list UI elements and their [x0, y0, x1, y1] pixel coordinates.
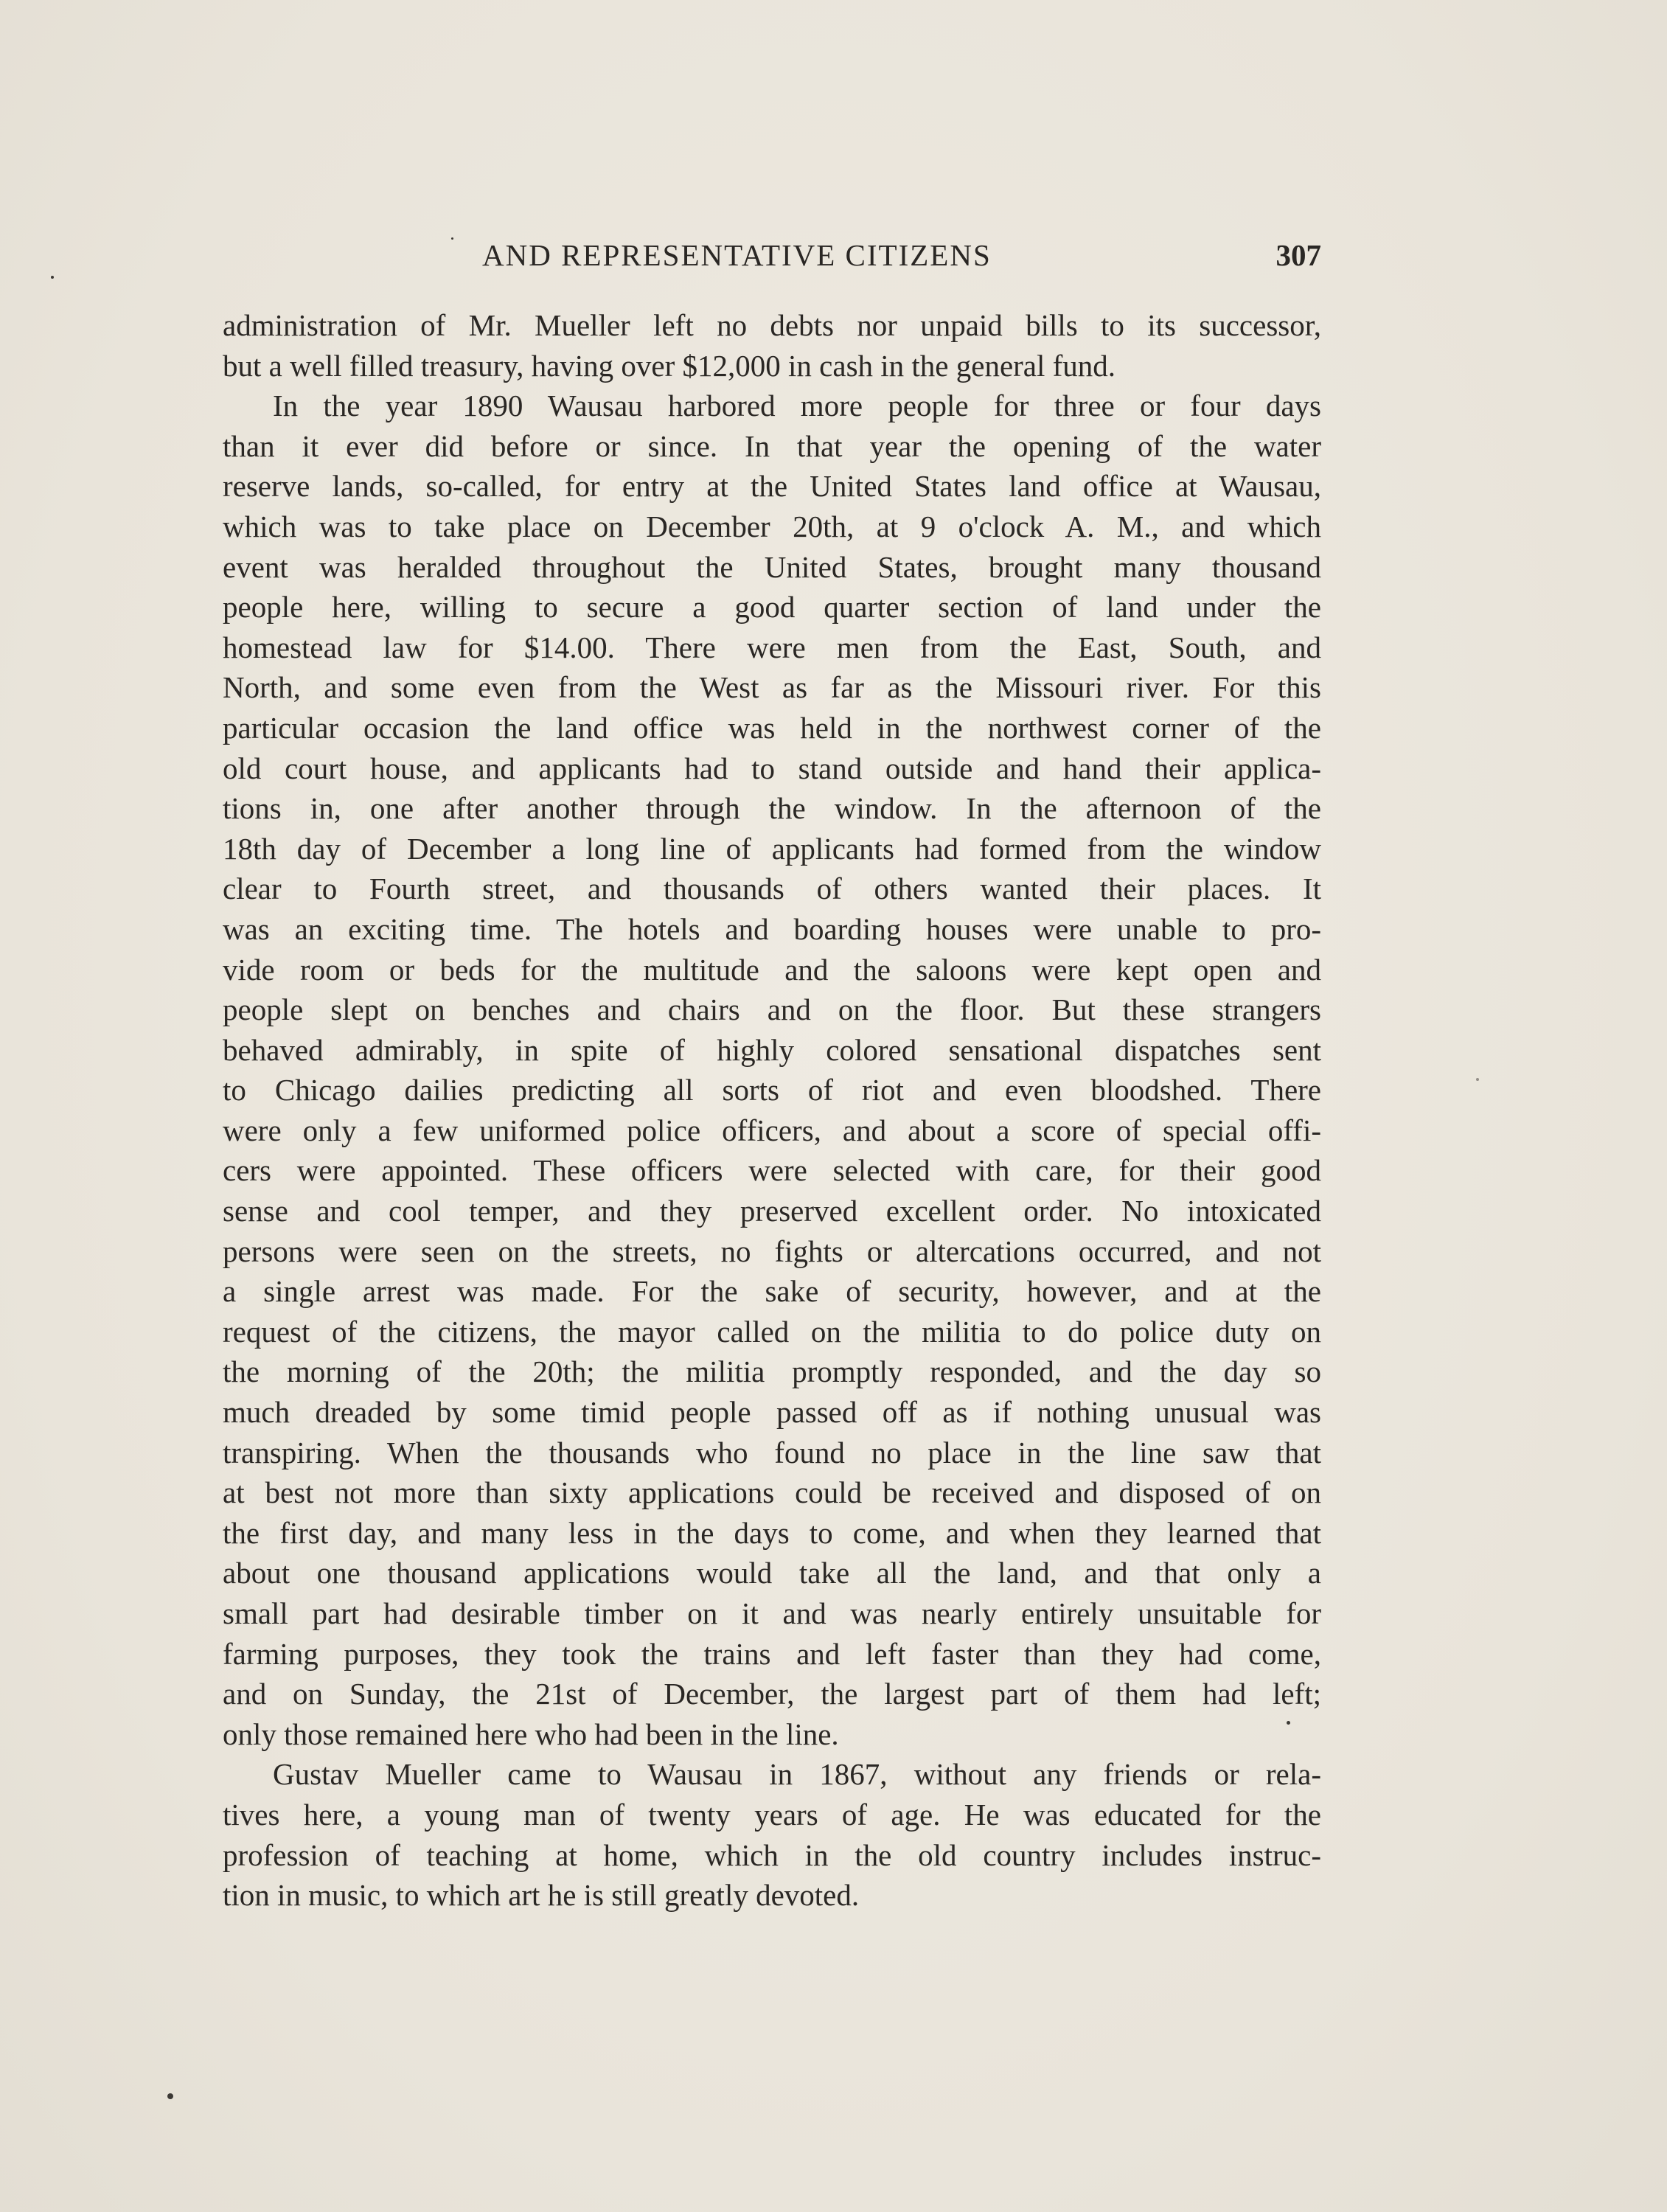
paragraph-line: tives here, a young man of twenty years of age. He was educated for the: [223, 1797, 1321, 1832]
paragraph-line: homestead law for $14.00. There were men from the East, South, and: [223, 630, 1321, 664]
paragraph-line: tions in, one after another through the window. In the afternoon of the: [223, 791, 1321, 826]
paragraph-line: persons were seen on the streets, no fights or altercations occurred, and not: [223, 1234, 1321, 1268]
paragraph-line: a single arrest was made. For the sake of security, however, and at the: [223, 1274, 1321, 1309]
paragraph-line: sense and cool temper, and they preserved excellent order. No intoxicated: [223, 1194, 1321, 1228]
paper-speck: [1476, 1078, 1479, 1081]
paragraph-line: profession of teaching at home, which in the old country includes instruc-: [223, 1837, 1321, 1872]
body-text: [223, 305, 1321, 1916]
page-number: 307: [1276, 238, 1321, 272]
paragraph-line: particular occasion the land office was held in the northwest corner of the: [223, 710, 1321, 745]
paragraph-line: old court house, and applicants had to stand outside and hand their applica-: [223, 751, 1321, 785]
paper-speck: [167, 2093, 173, 2099]
paragraph-line: but a well filled treasury, having over $12,000 in cash in the general fund.: [223, 348, 1116, 383]
paragraph-line: which was to take place on December 20th, at 9 o'clock A. M., and which: [223, 509, 1321, 543]
paper-speck: [451, 237, 453, 240]
running-head: [223, 237, 1321, 279]
paragraph-first-line: Gustav Mueller came to Wausau in 1867, without any friends or rela-: [273, 1757, 1321, 1792]
paragraph-line: farming purposes, they took the trains and left faster than they had come,: [223, 1636, 1321, 1671]
running-title: AND REPRESENTATIVE CITIZENS: [482, 238, 992, 272]
paragraph-line: clear to Fourth street, and thousands of others wanted their places. It: [223, 872, 1321, 906]
paragraph-line: behaved admirably, in spite of highly colored sensational dispatches sent: [223, 1032, 1321, 1067]
paragraph-line: at best not more than sixty applications could be received and disposed of on: [223, 1475, 1321, 1510]
paragraph-first-line: administration of Mr. Mueller left no debts nor unpaid bills to its successor,: [223, 308, 1321, 342]
paragraph-line: was an exciting time. The hotels and boarding houses were unable to pro-: [223, 911, 1321, 946]
paragraph-line: reserve lands, so-called, for entry at the United States land office at Wausau,: [223, 469, 1321, 504]
paragraph-line: 18th day of December a long line of applicants had formed from the window: [223, 831, 1321, 866]
paragraph-line: and on Sunday, the 21st of December, the largest part of them had left;: [223, 1677, 1321, 1711]
paragraph-first-line: In the year 1890 Wausau harbored more people for three or four days: [273, 389, 1321, 423]
paragraph-line: to Chicago dailies predicting all sorts of riot and even bloodshed. There: [223, 1073, 1321, 1107]
paragraph-line: people slept on benches and chairs and on the floor. But these strangers: [223, 992, 1321, 1027]
paragraph-line: small part had desirable timber on it and was nearly entirely unsuitable for: [223, 1596, 1321, 1630]
paragraph-line: North, and some even from the West as far as the Missouri river. For this: [223, 670, 1321, 705]
paragraph-line: were only a few uniformed police officers, and about a score of special offi-: [223, 1113, 1321, 1147]
paragraph-line: cers were appointed. These officers were selected with care, for their good: [223, 1153, 1321, 1188]
paragraph-line: people here, willing to secure a good quarter section of land under the: [223, 590, 1321, 625]
paragraph-line: vide room or beds for the multitude and the saloons were kept open and: [223, 952, 1321, 987]
paragraph-line: the first day, and many less in the days to come, and when they learned that: [223, 1515, 1321, 1550]
paragraph-line: only those remained here who had been in the line.: [223, 1717, 839, 1751]
paper-speck: [1287, 1721, 1290, 1725]
paragraph-line: tion in music, to which art he is still greatly devoted.: [223, 1878, 860, 1913]
paragraph-line: request of the citizens, the mayor called on the militia to do police duty on: [223, 1314, 1321, 1349]
paragraph-line: much dreaded by some timid people passed off as if nothing unusual was: [223, 1395, 1321, 1430]
paragraph-line: than it ever did before or since. In that year the opening of the water: [223, 428, 1321, 463]
paragraph-line: the morning of the 20th; the militia promptly responded, and the day so: [223, 1354, 1321, 1389]
paragraph-line: about one thousand applications would take all the land, and that only a: [223, 1556, 1321, 1590]
paper-speck: [51, 276, 54, 279]
paragraph-line: transpiring. When the thousands who found no place in the line saw that: [223, 1435, 1321, 1470]
paragraph-line: event was heralded throughout the United States, brought many thousand: [223, 549, 1321, 584]
